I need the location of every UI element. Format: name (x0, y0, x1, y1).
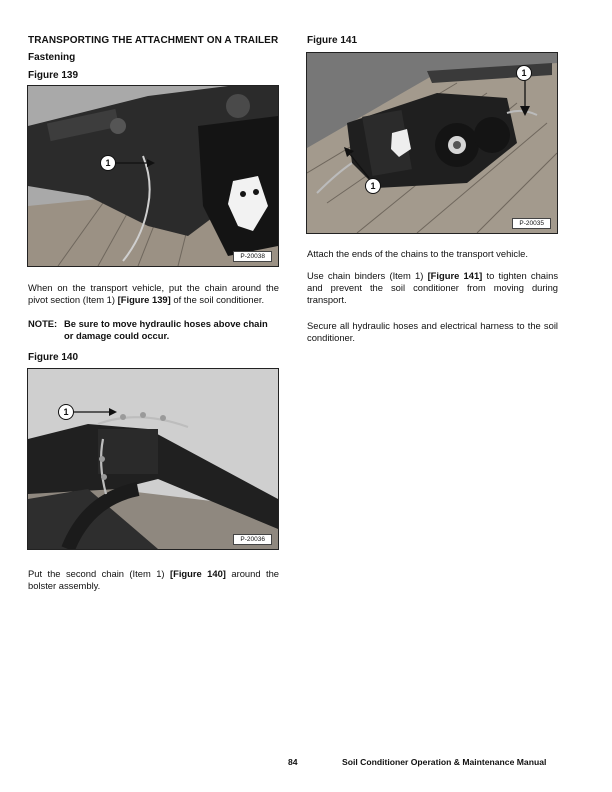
figure-139-photo (27, 85, 279, 267)
figure-141-callout-top: 1 (516, 65, 532, 81)
figure-140-callout: 1 (58, 404, 74, 420)
callout-arrow-icon (341, 145, 373, 181)
callout-arrow-icon (74, 407, 118, 417)
subtitle: Fastening (28, 52, 76, 63)
paragraph-chain-pivot: When on the transport vehicle, put the chain around the pivot section (Item 1) [Figure 139] of the soil conditioner. (28, 282, 279, 306)
figure-140-photo (27, 368, 279, 550)
callout-arrow-icon (116, 158, 156, 168)
paragraph-chain-binders: Use chain binders (Item 1) [Figure 141] to tighten chains and prevent the soil conditioner from moving during transport. (307, 270, 558, 306)
manual-title: Soil Conditioner Operation & Maintenance Manual (342, 757, 547, 767)
section-title: TRANSPORTING THE ATTACHMENT ON A TRAILER (28, 35, 279, 46)
note (28, 318, 279, 342)
figure-140-label: Figure 140 (28, 352, 79, 363)
note-label: NOTE: (28, 318, 58, 329)
figure-141-code: P-20035 (512, 218, 551, 229)
figure-139-callout: 1 (100, 155, 116, 171)
page-number: 84 (288, 757, 298, 767)
paragraph-secure-hoses: Secure all hydraulic hoses and electrical harness to the soil conditioner. (307, 320, 558, 344)
figure-141-photo (306, 52, 558, 234)
figure-140-code: P-20036 (233, 534, 272, 545)
figure-139-code: P-20038 (233, 251, 272, 262)
note-text: Be sure to move hydraulic hoses above chain or damage could occur. (64, 318, 268, 342)
figure-139-label: Figure 139 (28, 70, 79, 81)
paragraph-attach-chains: Attach the ends of the chains to the transport vehicle. (307, 248, 528, 259)
callout-arrow-icon (519, 81, 531, 117)
figure-141-callout-bottom: 1 (365, 178, 381, 194)
figure-141-label: Figure 141 (307, 35, 358, 46)
paragraph-second-chain: Put the second chain (Item 1) [Figure 140] around the bolster assembly. (28, 568, 280, 592)
